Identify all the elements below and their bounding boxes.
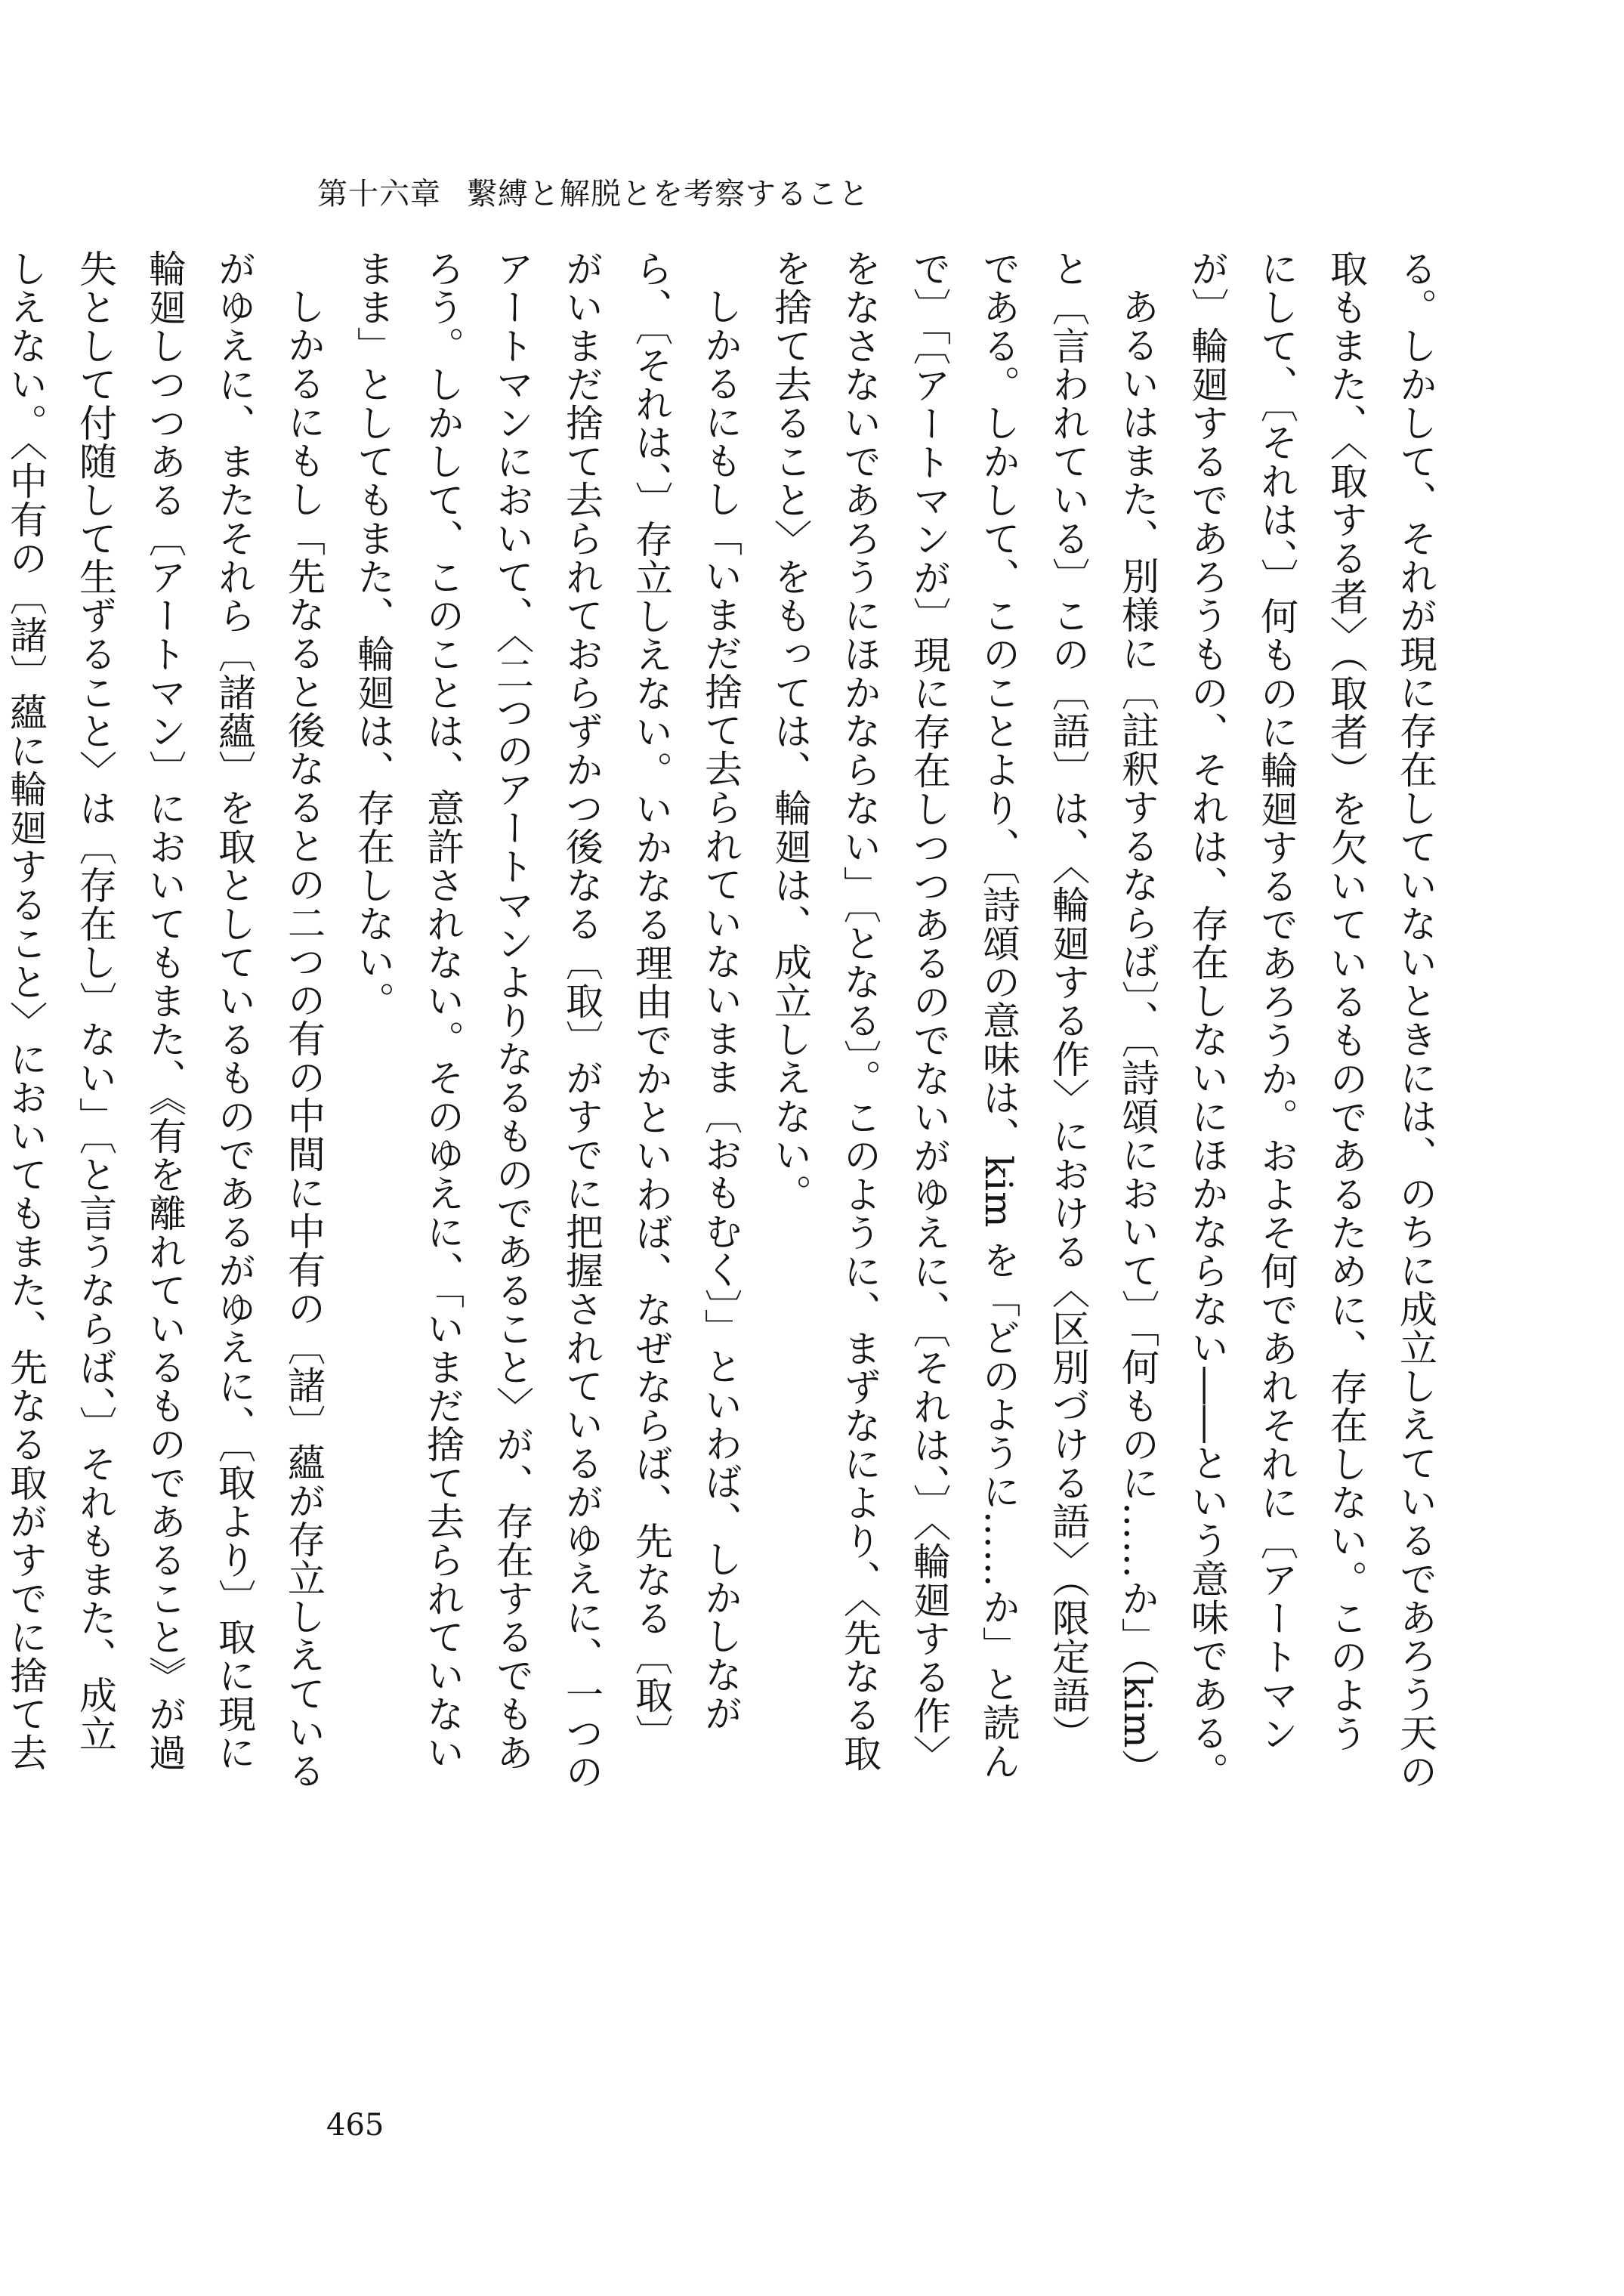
vertical-body-text [4,249,1450,1791]
chapter-title: 繫縛と解脱とを考察すること [467,177,869,212]
paragraph-1: る。しかして、それが現に存在していないときには、のちに成立しえているであろう天の取もまた、〈取する者〉（取者）を欠いているものであるために、存在しない。このようにして、〔それは、〕何ものに輪廻するであろうか。およそ何であれそれに〔アートマンが〕輪廻するであろうもの、それは、存在しないにほかならない――という意味である。 [1185,249,1437,1791]
paragraph-2: あるいはまた、別様に〔註釈するならば〕、〔詩頌において〕「何ものに……か」（kim）と〔言われている〕この〔語〕は、〈輪廻する作〉における〈区別づける語〉（限定語）である。しかして、このことより、〔詩頌の意味は、kim を「どのように……か」と読んで〕「〔アートマンが〕現に存在しつつあるのでないがゆえに、〔それは、〕〈輪廻する作〉をなさないであろうにほかならない」〔となる〕。このように、まずなにより、〈先なる取を捨て去ること〉をもっては、輪廻は、成立しえない。 [768,249,1159,1788]
chapter-number: 第十六章 [317,177,441,212]
page-number: 465 [326,2108,384,2143]
paragraph-4: しかるにもし「先なると後なるとの二つの有の中間に中有の〔諸〕蘊が存立しえているがゆえに、またそれら〔諸蘊〕を取としているものであるがゆえに、〔取より〕取に現に輪廻しつつある〔アートマン〕においてもまた、《有を離れているものであること》が過失として付随して生ずること〉は〔存在し〕ない」〔と言うならば、〕それもまた、成立しえない。〈中有の〔諸〕蘊に輪廻すること〉においてもまた、先なる取がすでに捨て去 [4,249,326,1790]
running-header [317,170,869,213]
paragraph-3: しかるにもし「いまだ捨て去られていないまま〔おもむく〕」といわば、しかしながら、〔それは、〕存立しえない。いかなる理由でかといわば、なぜならば、先なる〔取〕がいまだ捨て去られておらずかつ後なる〔取〕がすでに把握されているがゆえに、一つのアートマンにおいて、〈二つのアートマンよりなるものであること〉が、存在するでもあろう。しかして、このことは、意許されない。そのゆえに、「いまだ捨て去られていないまま」としてもまた、輪廻は、存在しない。 [351,249,743,1791]
